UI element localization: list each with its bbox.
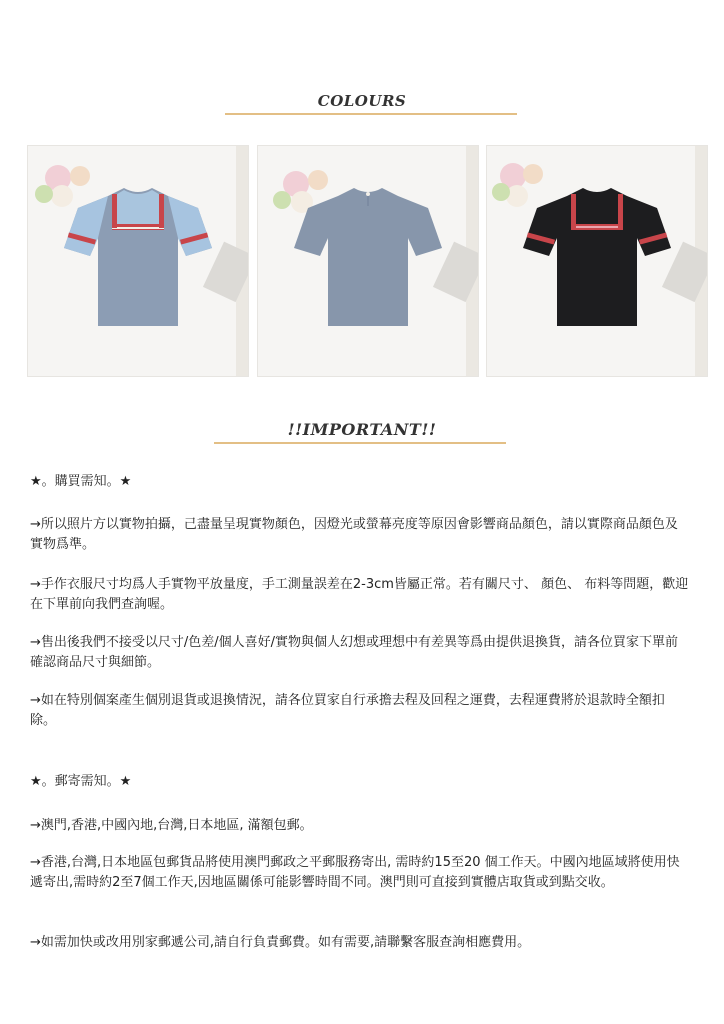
product-photo-black-front[interactable] — [486, 145, 708, 377]
purchase-note-1: →所以照片方以實物拍攝，己盡量呈現實物顏色，因燈光或螢幕亮度等原因會影響商品顏色，請以實際商品顏色及實物爲準。 — [30, 517, 678, 552]
shipping-note-3: →如需加快或改用別家郵遞公司,請自行負責郵費。如有需要,請聯繫客服查詢相應費用。 — [30, 935, 531, 950]
shipping-note-2: →香港,台灣,日本地區包郵貨品將使用澳門郵政之平郵服務寄出, 需時約15至20 個工作天。中國內地區域將使用快遞寄出,需時約2至7個工作天,因地區關係可能影響時間不同。澳門則可直接到實體店取貨或到點交收。 — [30, 855, 680, 890]
blouse-illustration — [487, 146, 707, 376]
blouse-illustration — [28, 146, 248, 376]
product-photo-blue-back[interactable] — [257, 145, 479, 377]
important-heading: !!IMPORTANT!! — [287, 420, 437, 439]
product-photo-blue-front[interactable] — [27, 145, 249, 377]
purchase-note-4: →如在特別個案產生個別退貨或退換情況，請各位買家自行承擔去程及回程之運費，去程運費將於退款時全額扣除。 — [30, 693, 665, 728]
important-underline — [214, 442, 506, 444]
purchase-note-3: →售出後我們不接受以尺寸/色差/個人喜好/實物與個人幻想或理想中有差異等爲由提供退換貨，請各位買家下單前確認商品尺寸與細節。 — [30, 635, 679, 670]
blouse-illustration — [258, 146, 478, 376]
shipping-note-1: →澳門,香港,中國內地,台灣,日本地區, 滿額包郵。 — [30, 818, 313, 833]
purchase-note-2: →手作衣服尺寸均爲人手實物平放量度，手工測量誤差在2-3cm皆屬正常。若有關尺寸、 顏色、 布料等問題，歡迎在下單前向我們查詢喔。 — [30, 577, 689, 612]
colours-heading: COLOURS — [317, 92, 407, 110]
shipping-notes-header: ★。郵寄需知。★ — [30, 774, 132, 789]
colours-underline — [225, 113, 517, 115]
purchase-notes-header: ★。購買需知。★ — [30, 474, 132, 489]
